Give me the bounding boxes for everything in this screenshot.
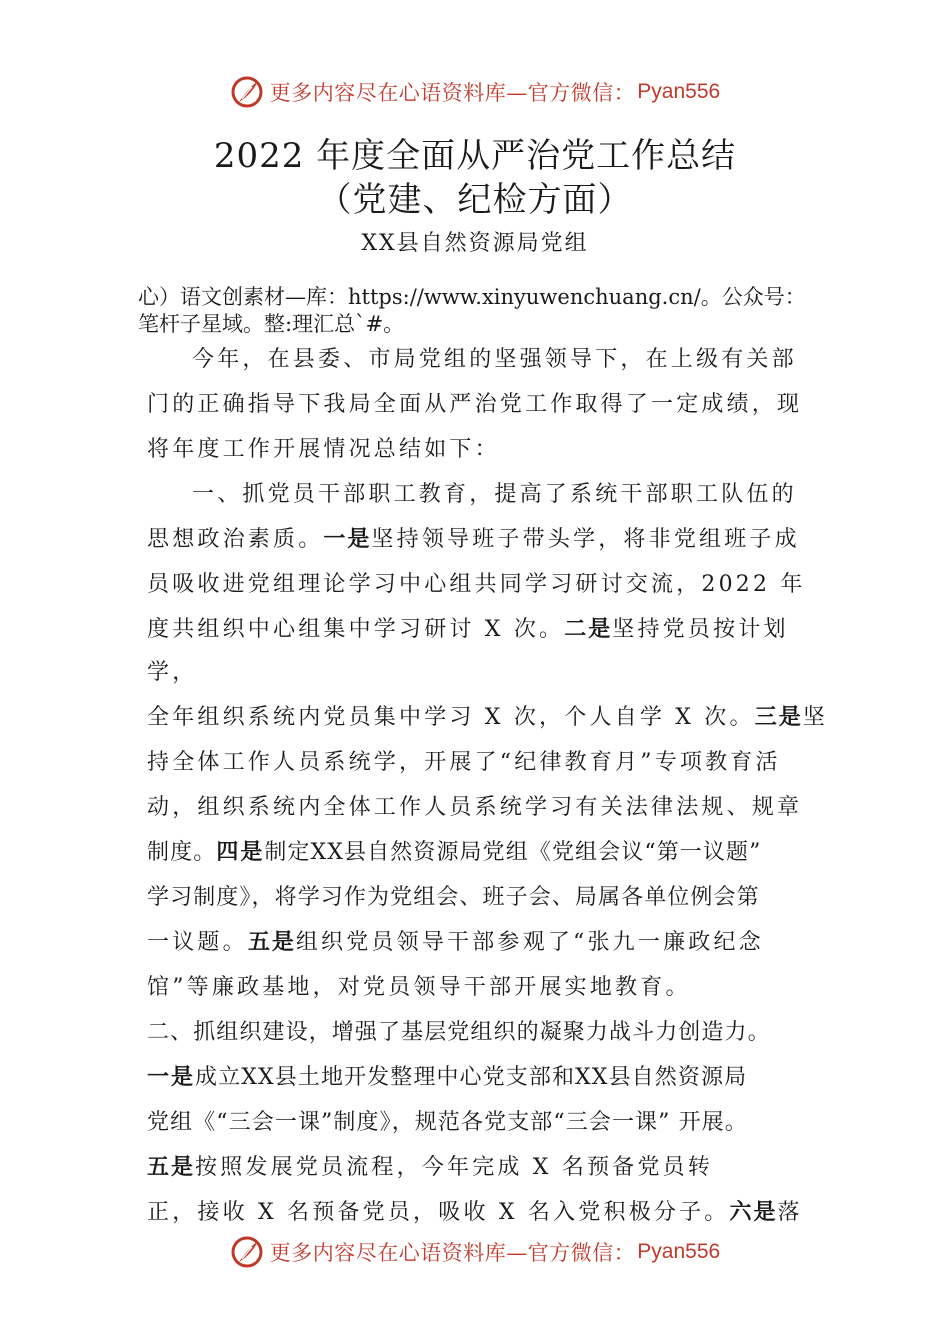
footer-banner (0, 1232, 950, 1272)
author-organization: XX县自然资源局党组 (361, 231, 589, 256)
keyword: 二是 (564, 617, 613, 642)
body-text: 制定XX县自然资源局党组《党组会议“第一议题” (264, 840, 762, 865)
body-text: 坚 (802, 705, 828, 730)
body-line (147, 1064, 747, 1092)
document-subtitle: （党建、纪检方面） (317, 180, 633, 220)
keyword: 一是 (147, 1065, 196, 1090)
body-text: 度共组织中心组集中学习研讨 X 次。 (147, 617, 565, 642)
feather-quill-logo (230, 75, 264, 109)
body-line: 一、抓党员干部职工教育，提高了系统干部职工队伍的 (192, 482, 797, 507)
body-line: 学习制度》，将学习作为党组会、班子会、局属各单位例会第 (147, 885, 760, 910)
document-title: 2022 年度全面从严治党工作总结 (213, 136, 737, 176)
banner-wechat-id: Pyan556 (637, 80, 721, 103)
body-line: 馆”等廉政基地，对党员领导干部开展实地教育。 (147, 975, 691, 1000)
section-heading: 二、抓组织建设，增强了基层党组织的凝聚力战斗力创造力。 (147, 1020, 771, 1045)
body-text: 按照发展党员流程，今年完成 X 名预备党员转 (195, 1155, 714, 1180)
keyword: 四是 (216, 840, 265, 865)
body-line (147, 839, 761, 867)
body-line (147, 1199, 803, 1227)
body-line (147, 1154, 713, 1182)
body-text: 坚持领导班子带头学，将非党组班子成 (371, 527, 800, 552)
body-text: 组织党员领导干部参观了“张九一廉政纪念 (295, 930, 764, 955)
keyword: 五是 (247, 930, 296, 955)
source-note: 心）语文创素材—库：https://www.xinyuwenchuang.cn/。公众号：笔杆子星域。整:理汇总`#。 (138, 285, 806, 336)
banner-wechat-id: Pyan556 (637, 1240, 721, 1263)
header-banner (0, 72, 950, 112)
body-line: 党组《“三会一课”制度》，规范各党支部“三会一课” 开展。 (147, 1110, 748, 1135)
body-line: 动，组织系统内全体工作人员系统学习有关法律法规、规章 (147, 795, 803, 820)
banner-text: 更多内容尽在心语资料库—官方微信： (269, 1241, 636, 1265)
body-text: 成立XX县土地开发整理中心党支部和XX县自然资源局 (195, 1065, 748, 1090)
feather-quill-logo (230, 1235, 264, 1269)
body-line: 门的正确指导下我局全面从严治党工作取得了一定成绩，现 (147, 392, 803, 417)
keyword: 五是 (147, 1155, 196, 1180)
body-text: 坚持党员按计划 (612, 617, 789, 642)
body-line: 持全体工作人员系统学，开展了“纪律教育月”专项教育活 (147, 750, 781, 775)
body-line (147, 526, 800, 554)
body-line (147, 704, 828, 732)
keyword: 一是 (323, 527, 372, 552)
body-text: 制度。 (147, 840, 217, 865)
body-line (147, 616, 789, 644)
keyword: 六是 (729, 1200, 778, 1225)
body-line: 员吸收进党组理论学习中心组共同学习研讨交流，2022 年 (147, 572, 806, 597)
body-line: 今年，在县委、市局党组的坚强领导下，在上级有关部 (192, 347, 797, 372)
body-text: 落 (777, 1200, 803, 1225)
body-line (147, 929, 764, 957)
body-line: 将年度工作开展情况总结如下： (147, 437, 500, 462)
body-text: 全年组织系统内党员集中学习 X 次，个人自学 X 次。 (147, 705, 755, 730)
keyword: 三是 (754, 705, 803, 730)
body-text: 正，接收 X 名预备党员，吸收 X 名入党积极分子。 (147, 1200, 730, 1225)
body-line: 学， (147, 660, 198, 685)
body-text: 一议题。 (147, 930, 248, 955)
body-text: 思想政治素质。 (147, 527, 324, 552)
banner-text: 更多内容尽在心语资料库—官方微信： (269, 81, 636, 105)
